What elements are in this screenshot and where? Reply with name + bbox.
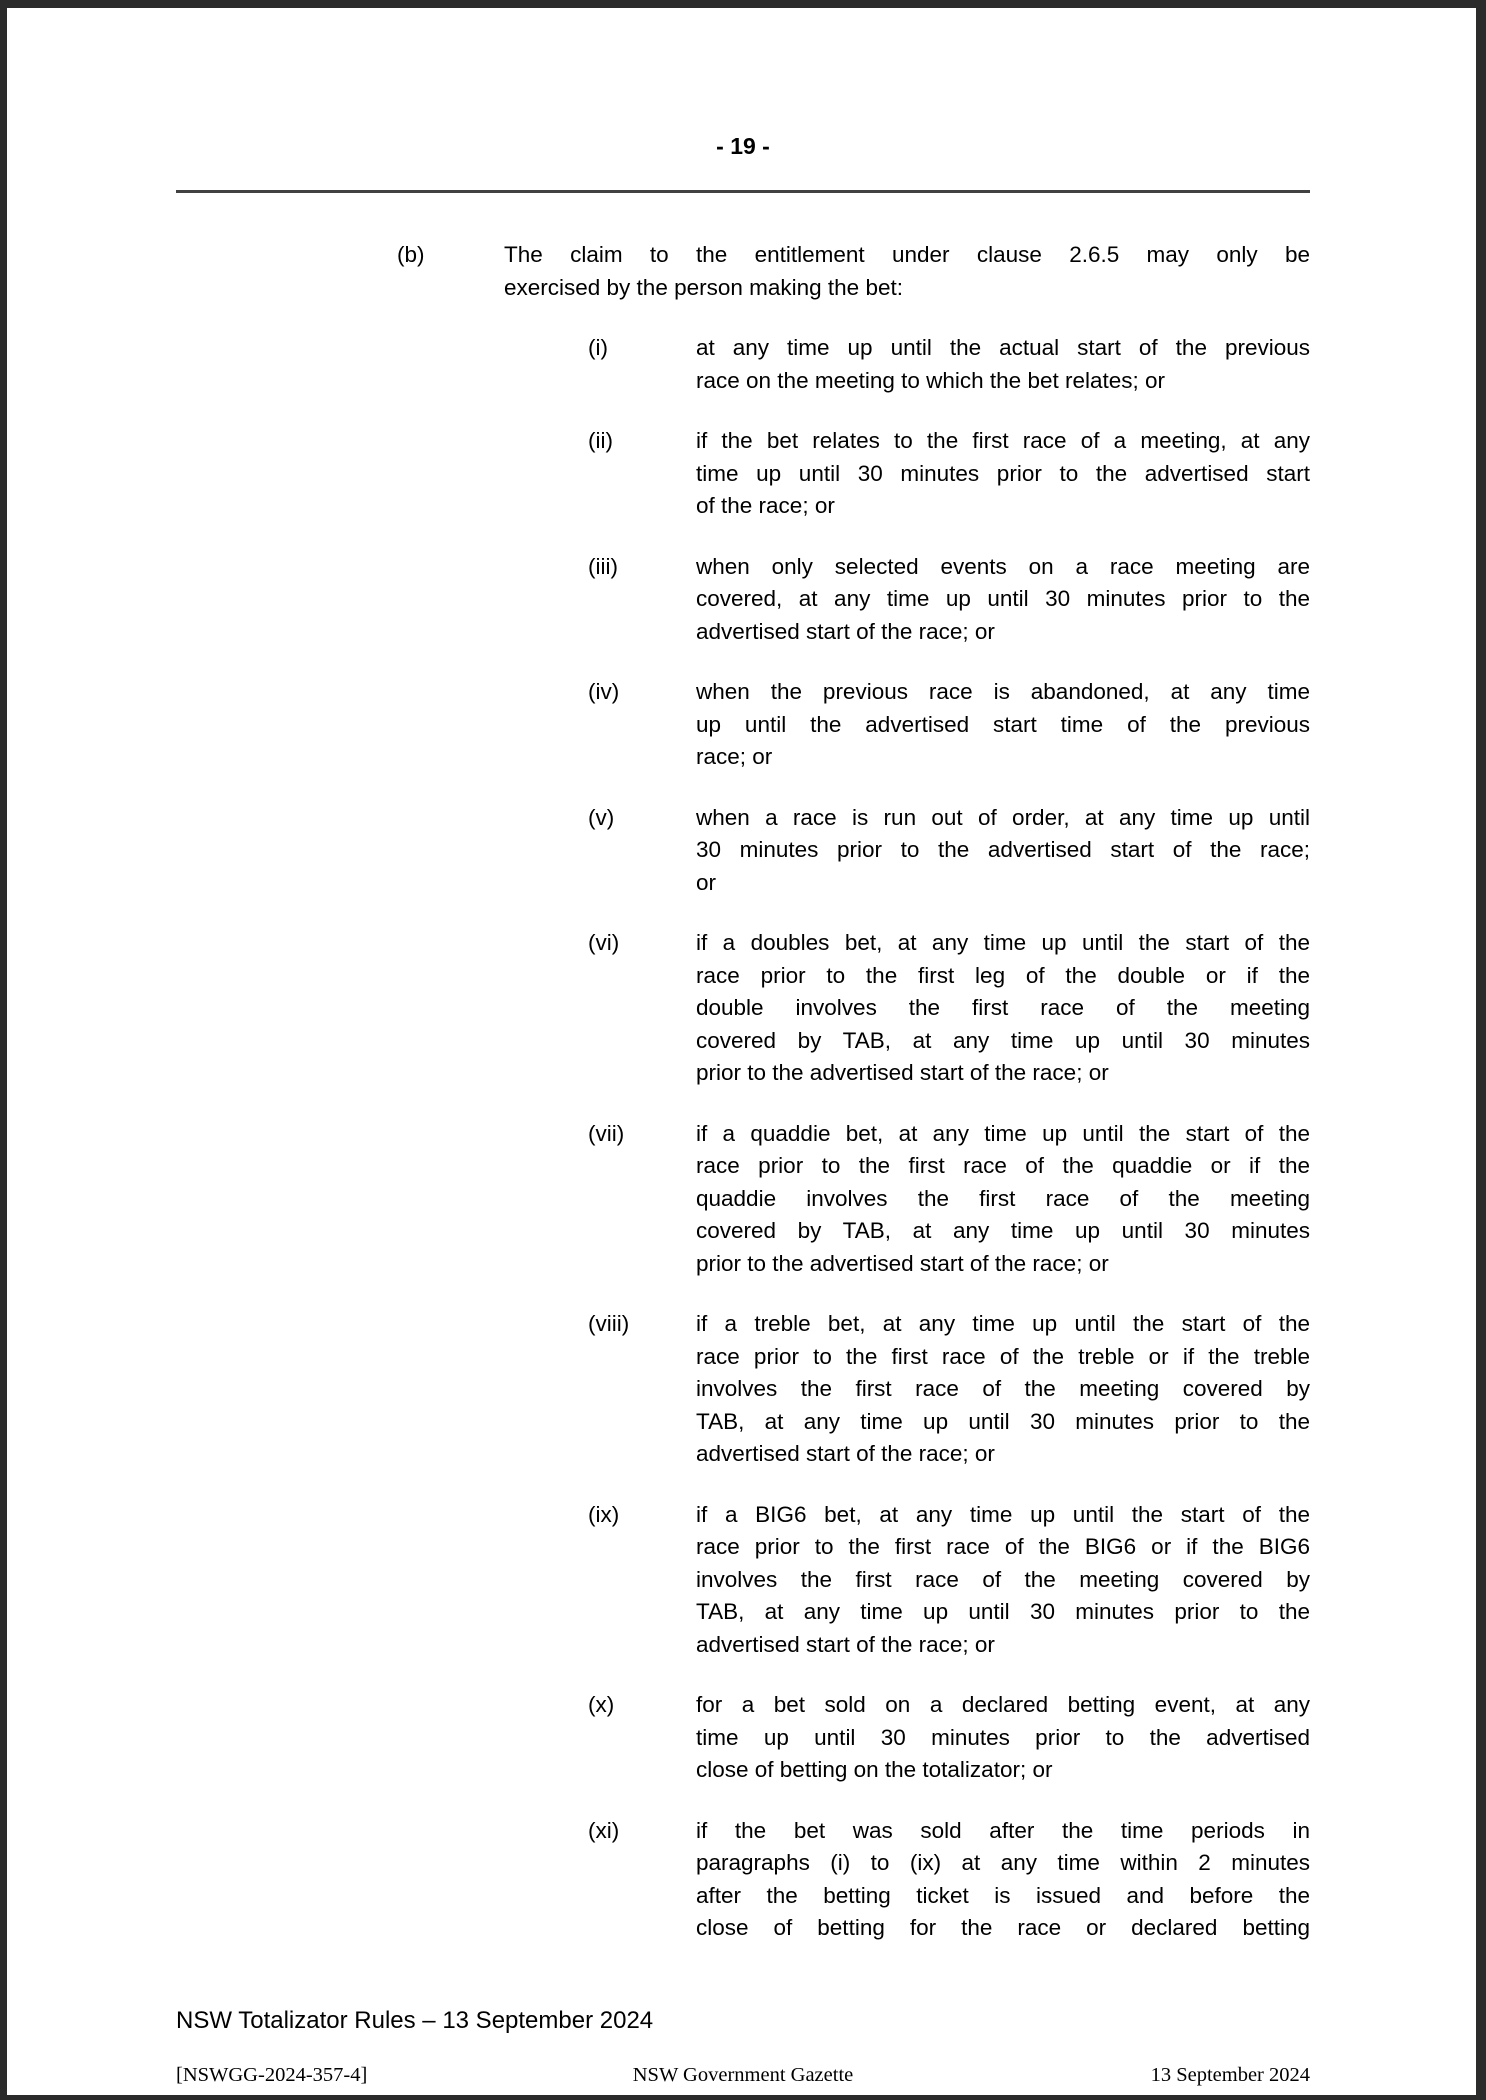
list-item-vii — [176, 1118, 1310, 1281]
list-item-ii — [176, 425, 1310, 523]
list-item-iii — [176, 551, 1310, 649]
list-item-xi — [176, 1815, 1310, 1945]
list-item-text: if a BIG6 bet, at any time up until the start of the race prior to the first race of the BIG6 or if the BIG6 involves the first race of the meeting covered by TAB, at any time up until 30 minutes prior to the advertised start of the race; or — [696, 1501, 1310, 1657]
footer-gazette-ref: [NSWGG-2024-357-4] — [176, 2064, 368, 2086]
page-number: - 19 - — [716, 133, 770, 159]
list-item-ix — [176, 1499, 1310, 1662]
clause-b-text: The claim to the entitlement under clause 2.6.5 may only be exercised by the person making the bet: — [504, 242, 1310, 300]
list-item-text: when the previous race is abandoned, at any time up until the advertised start time of the previous race; or — [696, 679, 1310, 769]
list-item-i — [176, 332, 1310, 397]
list-item-text: for a bet sold on a declared betting event, at any time up until 30 minutes prior to the advertised close of betting on the totalizator; or — [696, 1692, 1310, 1782]
list-item-label: (i) — [588, 335, 608, 360]
list-item-vi — [176, 927, 1310, 1090]
list-item-text: if a treble bet, at any time up until the start of the race prior to the first race of the treble or if the treble involves the first race of the meeting covered by TAB, at any time up until 30 minutes prior to the advertised start of the race; or — [696, 1311, 1310, 1466]
footer-gazette-date: 13 September 2024 — [1150, 2064, 1310, 2086]
document-sheet — [7, 8, 1476, 2095]
list-item-label: (ix) — [588, 1501, 620, 1527]
list-item-text: if the bet was sold after the time periods in paragraphs (i) to (ix) at any time within 2 minutes after the betting ticket is issued and before the close of betting for the race or declared betting — [696, 1817, 1310, 1940]
header-rule — [176, 190, 1310, 193]
list-item-iv — [176, 676, 1310, 774]
list-item-label: (x) — [588, 1692, 615, 1717]
footer-meta — [176, 2062, 1310, 2090]
list-item-label: (v) — [588, 804, 615, 830]
clause-b — [176, 239, 1310, 304]
list-item-text: if a quaddie bet, at any time up until the start of the race prior to the first race of the quaddie or if the quaddie involves the first race of the meeting covered by TAB, at any time up until 30 minutes prior to the advertised start of the race; or — [696, 1120, 1310, 1276]
list-item-v — [176, 802, 1310, 900]
list-item-text: if the bet relates to the first race of a meeting, at any time up until 30 minutes prior to the advertised start of the race; or — [696, 428, 1310, 518]
footer-document-title: NSW Totalizator Rules – 13 September 2024 — [176, 2007, 654, 2034]
list-item-text: when only selected events on a race meeting are covered, at any time up until 30 minutes prior to the advertised start of the race; or — [696, 553, 1310, 644]
list-item-label: (vii) — [588, 1120, 625, 1146]
document-content — [176, 8, 1310, 1945]
list-item-viii — [176, 1308, 1310, 1471]
list-item-label: (ii) — [588, 428, 613, 453]
list-item-text: if a doubles bet, at any time up until the start of the race prior to the first leg of the double or if the double involves the first race of the meeting covered by TAB, at any time up until 30 minutes prior to the advertised start of the race; or — [696, 930, 1310, 1085]
list-item-label: (vi) — [588, 930, 620, 955]
list-item-x — [176, 1689, 1310, 1787]
list-item-label: (iii) — [588, 553, 618, 579]
clause-b-label: (b) — [397, 242, 425, 267]
list-item-text: when a race is run out of order, at any time up until 30 minutes prior to the advertised start of the race; or — [696, 804, 1310, 895]
list-item-text: at any time up until the actual start of the previous race on the meeting to which the bet relates; or — [696, 335, 1310, 393]
footer-gazette-name: NSW Government Gazette — [632, 2064, 854, 2086]
list-item-label: (iv) — [588, 679, 620, 704]
list-item-label: (xi) — [588, 1817, 620, 1843]
list-item-label: (viii) — [588, 1311, 630, 1336]
